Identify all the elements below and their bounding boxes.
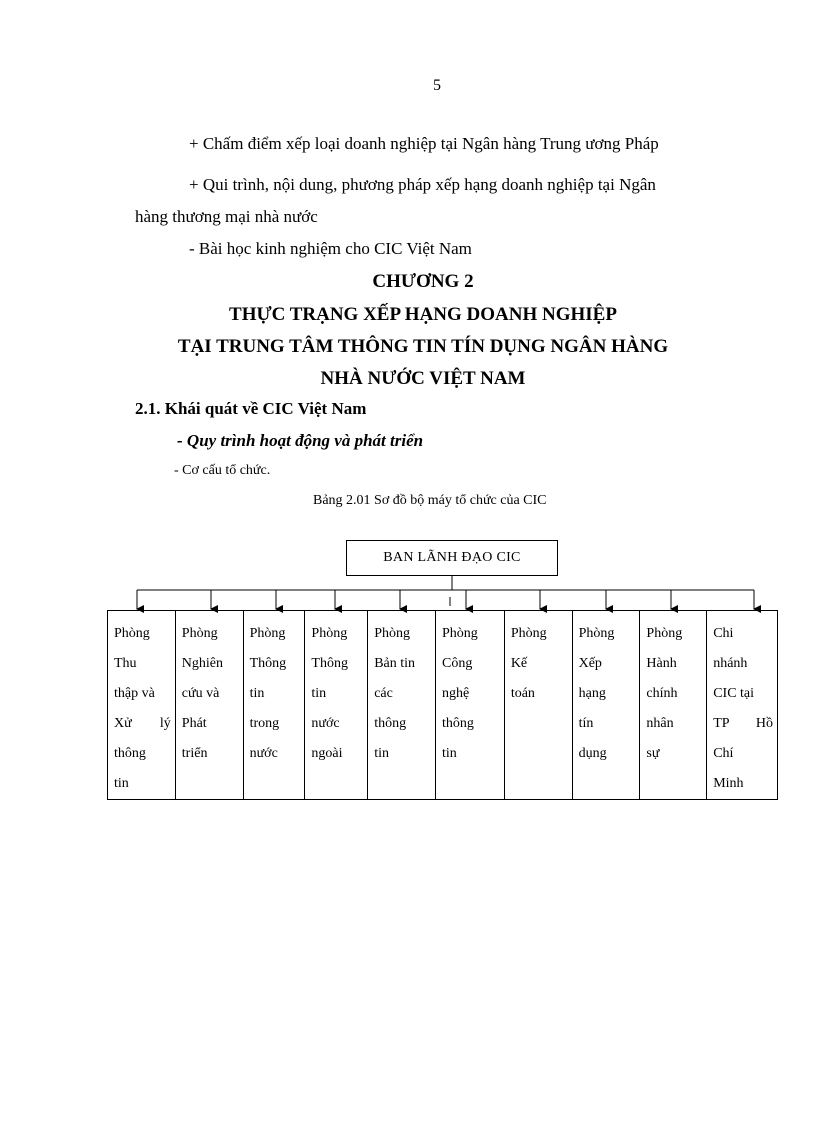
department-line: thông: [442, 716, 474, 731]
department-line: sự: [646, 746, 660, 761]
department-line: Phòng: [311, 626, 348, 641]
department-cell: [505, 611, 573, 799]
bullet-line-2-continued: hàng thương mại nhà nước: [135, 207, 318, 226]
department-line: Xếp: [578, 656, 602, 671]
department-line: tin: [374, 746, 389, 761]
department-line: tín: [578, 716, 594, 731]
department-table: [107, 610, 778, 800]
department-line: Thông: [311, 656, 348, 671]
department-line: Phòng: [510, 626, 547, 641]
department-cell: [108, 611, 176, 799]
department-line: Thông: [249, 656, 287, 671]
department-line: TP Hồ: [713, 716, 773, 731]
department-line: thập và: [114, 686, 155, 701]
department-line: tin: [114, 776, 129, 791]
bullet-line-2: + Qui trình, nội dung, phương pháp xếp hạng doanh nghiệp tại Ngân: [189, 175, 656, 194]
department-cell: [640, 611, 707, 799]
department-line: cứu và: [181, 686, 220, 701]
department-line: triển: [181, 746, 208, 761]
bullet-line-3: - Bài học kinh nghiệm cho CIC Việt Nam: [189, 239, 472, 258]
chapter-label: CHƯƠNG 2: [372, 271, 474, 292]
department-line: Công: [442, 656, 473, 671]
department-line: Phòng: [181, 626, 218, 641]
department-line: CIC tại: [713, 686, 755, 701]
department-cell: [707, 611, 777, 799]
department-line: Phòng: [114, 626, 150, 641]
department-line: Xử lý: [114, 716, 171, 731]
department-line: nước: [249, 746, 278, 761]
section-title: 2.1. Khái quát về CIC Việt Nam: [135, 399, 367, 418]
department-cell: [244, 611, 306, 799]
department-line: Phòng: [442, 626, 478, 641]
department-cell: [368, 611, 436, 799]
department-line: các: [374, 686, 393, 701]
department-line: nghệ: [442, 686, 470, 701]
department-cell: [305, 611, 368, 799]
page-number: 5: [433, 77, 441, 94]
leader-box: BAN LÃNH ĐẠO CIC: [346, 540, 558, 576]
department-line: dụng: [578, 746, 607, 761]
department-line: nhân: [646, 716, 674, 731]
org-chart-caption: Bảng 2.01 Sơ đồ bộ máy tổ chức của CIC: [313, 493, 547, 508]
subsection-plain: - Cơ cấu tổ chức.: [174, 463, 271, 478]
department-line: Hành: [646, 656, 677, 671]
department-cell: [573, 611, 641, 799]
department-line: Phòng: [578, 626, 615, 641]
department-line: ngoài: [311, 746, 343, 761]
department-line: toán: [510, 686, 535, 701]
chapter-title-line-2: TẠI TRUNG TÂM THÔNG TIN TÍN DỤNG NGÂN HÀNG: [177, 336, 669, 357]
department-line: Thu: [114, 656, 137, 671]
bullet-line-1: + Chấm điểm xếp loại doanh nghiệp tại Ngân hàng Trung ương Pháp: [189, 134, 659, 153]
department-line: thông: [374, 716, 407, 731]
department-line: Kế: [510, 656, 528, 671]
department-line: nhánh: [713, 656, 748, 671]
department-line: Phòng: [249, 626, 286, 641]
subsection-italic: - Quy trình hoạt động và phát triển: [177, 431, 424, 450]
department-line: chính: [646, 686, 678, 701]
department-line: tin: [249, 686, 265, 701]
department-line: Phòng: [646, 626, 683, 641]
department-line: tin: [442, 746, 457, 761]
department-line: Nghiên: [181, 656, 224, 671]
department-line: trong: [249, 716, 280, 731]
department-line: thông: [114, 746, 146, 761]
department-line: nước: [311, 716, 340, 731]
chapter-title-line-3: NHÀ NƯỚC VIỆT NAM: [320, 368, 526, 389]
department-line: Chi: [713, 626, 734, 641]
department-line: tin: [311, 686, 327, 701]
department-line: Phòng: [374, 626, 411, 641]
department-line: Bản tin: [374, 656, 416, 671]
department-line: hạng: [578, 686, 606, 701]
department-line: Phát: [181, 716, 207, 731]
department-cell: [176, 611, 244, 799]
chapter-title-line-1: THỰC TRẠNG XẾP HẠNG DOANH NGHIỆP: [229, 304, 617, 325]
department-cell: [436, 611, 505, 799]
department-line: Minh: [713, 776, 744, 791]
department-line: Chí: [713, 746, 734, 761]
connector-arrows: [137, 590, 754, 609]
